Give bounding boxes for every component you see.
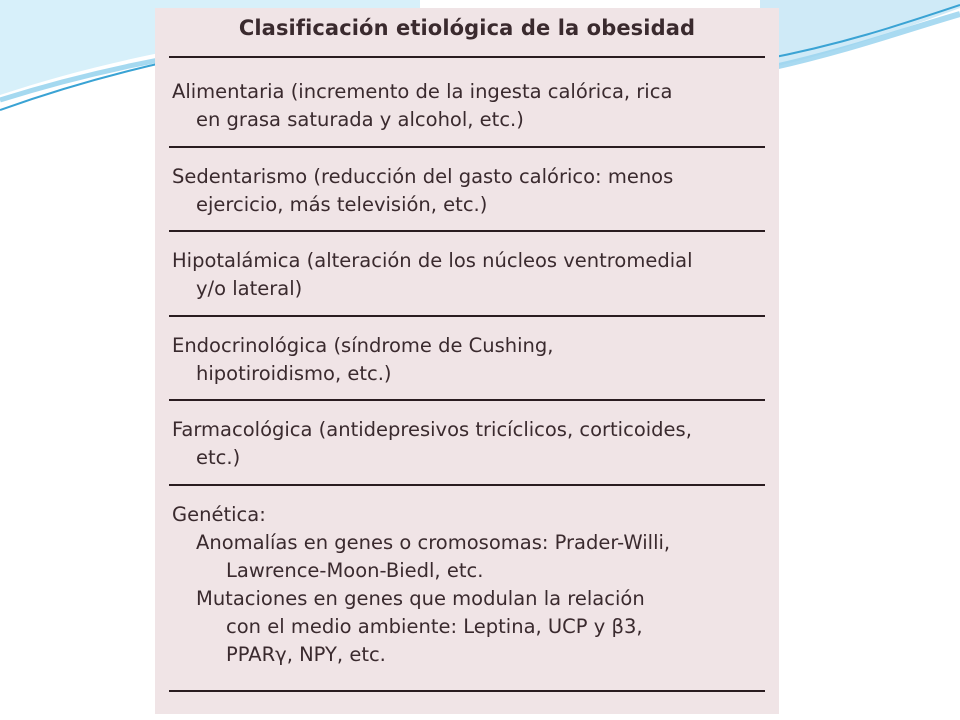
entry-line: Alimentaria (incremento de la ingesta calórica, rica <box>172 80 673 103</box>
entry-sedentarismo <box>172 163 767 219</box>
entry-line: y/o lateral) <box>196 277 303 300</box>
row-rule <box>169 146 765 148</box>
entry-line: etc.) <box>196 446 241 469</box>
entry-line: Farmacológica (antidepresivos tricíclicos, corticoides, <box>172 418 692 441</box>
entry-line: Sedentarismo (reducción del gasto calórico: menos <box>172 165 674 188</box>
entry-line: PPARγ, NPY, etc. <box>226 643 386 666</box>
entry-line: con el medio ambiente: Leptina, UCP y β3, <box>226 615 643 638</box>
row-rule <box>169 230 765 232</box>
entry-alimentaria <box>172 78 767 134</box>
entry-genetica <box>172 501 767 669</box>
entry-line: Anomalías en genes o cromosomas: Prader-Willi, <box>196 531 671 554</box>
row-rule <box>169 315 765 317</box>
etiology-table <box>155 8 779 714</box>
entry-endocrinologica <box>172 332 767 388</box>
entry-line: Lawrence-Moon-Biedl, etc. <box>226 559 484 582</box>
entry-farmacologica <box>172 416 767 472</box>
entry-line: Endocrinológica (síndrome de Cushing, <box>172 334 554 357</box>
entry-line: Mutaciones en genes que modulan la relación <box>196 587 645 610</box>
header-rule <box>169 56 765 58</box>
entry-line: Hipotalámica (alteración de los núcleos ventromedial <box>172 249 693 272</box>
entry-hipotalamica <box>172 247 767 303</box>
entry-line: en grasa saturada y alcohol, etc.) <box>196 108 524 131</box>
entry-line: hipotiroidismo, etc.) <box>196 362 392 385</box>
row-rule <box>169 484 765 486</box>
table-title: Clasificación etiológica de la obesidad <box>238 16 696 40</box>
row-rule <box>169 399 765 401</box>
entry-line: Genética: <box>172 503 266 526</box>
entry-line: ejercicio, más televisión, etc.) <box>196 193 488 216</box>
footer-rule <box>169 690 765 692</box>
